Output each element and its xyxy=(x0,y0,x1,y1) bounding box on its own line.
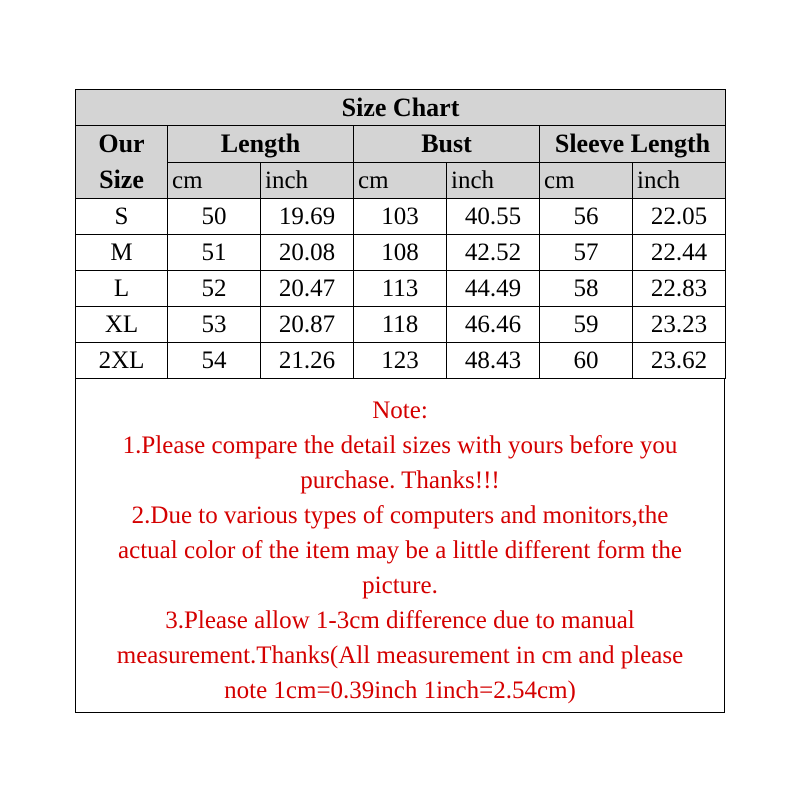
note-line: purchase. Thanks!!! xyxy=(300,467,500,494)
bust-inch-value: 46.46 xyxy=(447,307,540,343)
length-cm-value: 52 xyxy=(168,271,261,307)
note-heading: Note: xyxy=(372,397,428,424)
bust-cm-value: 103 xyxy=(354,199,447,235)
sleeve-cm-value: 60 xyxy=(540,343,633,379)
bust-cm-value: 108 xyxy=(354,235,447,271)
table-row xyxy=(76,271,726,307)
table-row xyxy=(76,307,726,343)
length-cm-value: 51 xyxy=(168,235,261,271)
sleeve-cm-value: 56 xyxy=(540,199,633,235)
sleeve-cm-value: 57 xyxy=(540,235,633,271)
bust-inch-unit: inch xyxy=(447,163,540,199)
length-cm-value: 53 xyxy=(168,307,261,343)
size-label: XL xyxy=(76,307,168,343)
sleeve-inch-unit: inch xyxy=(633,163,726,199)
length-inch-unit: inch xyxy=(261,163,354,199)
bust-cm-value: 113 xyxy=(354,271,447,307)
table-row xyxy=(76,199,726,235)
length-inch-value: 20.47 xyxy=(261,271,354,307)
note-line: 2.Due to various types of computers and monitors,the xyxy=(131,502,669,529)
length-inch-value: 19.69 xyxy=(261,199,354,235)
table-row xyxy=(76,235,726,271)
bust-cm-unit: cm xyxy=(354,163,447,199)
bust-inch-value: 44.49 xyxy=(447,271,540,307)
length-cm-value: 54 xyxy=(168,343,261,379)
note-section xyxy=(75,379,725,713)
note-line: picture. xyxy=(362,572,438,599)
note-line: actual color of the item may be a little different form the xyxy=(118,537,682,564)
sleeve-cm-value: 58 xyxy=(540,271,633,307)
our-size-header-line1: Our xyxy=(98,129,145,158)
chart-title: Size Chart xyxy=(76,90,726,126)
size-label: 2XL xyxy=(76,343,168,379)
sleeve-inch-value: 23.62 xyxy=(633,343,726,379)
length-inch-value: 20.87 xyxy=(261,307,354,343)
bust-inch-value: 48.43 xyxy=(447,343,540,379)
sleeve-length-header: Sleeve Length xyxy=(540,126,726,163)
size-label: M xyxy=(76,235,168,271)
note-line: measurement.Thanks(All measurement in cm and please xyxy=(116,642,684,669)
length-header: Length xyxy=(168,126,354,163)
sleeve-cm-value: 59 xyxy=(540,307,633,343)
sleeve-inch-value: 22.44 xyxy=(633,235,726,271)
note-line: 1.Please compare the detail sizes with yours before you xyxy=(122,432,678,459)
our-size-header-line2: Size xyxy=(99,165,144,194)
sleeve-cm-unit: cm xyxy=(540,163,633,199)
bust-inch-value: 40.55 xyxy=(447,199,540,235)
table-row xyxy=(76,343,726,379)
bust-cm-value: 123 xyxy=(354,343,447,379)
note-line: 3.Please allow 1-3cm difference due to manual xyxy=(165,607,635,634)
note-line: note 1cm=0.39inch 1inch=2.54cm) xyxy=(224,677,576,704)
sleeve-inch-value: 22.83 xyxy=(633,271,726,307)
size-chart xyxy=(75,89,725,713)
length-cm-value: 50 xyxy=(168,199,261,235)
sleeve-inch-value: 22.05 xyxy=(633,199,726,235)
length-inch-value: 21.26 xyxy=(261,343,354,379)
bust-cm-value: 118 xyxy=(354,307,447,343)
size-table xyxy=(75,89,726,379)
our-size-header xyxy=(76,126,168,199)
bust-inch-value: 42.52 xyxy=(447,235,540,271)
size-label: L xyxy=(76,271,168,307)
length-cm-unit: cm xyxy=(168,163,261,199)
sleeve-inch-value: 23.23 xyxy=(633,307,726,343)
length-inch-value: 20.08 xyxy=(261,235,354,271)
size-label: S xyxy=(76,199,168,235)
bust-header: Bust xyxy=(354,126,540,163)
